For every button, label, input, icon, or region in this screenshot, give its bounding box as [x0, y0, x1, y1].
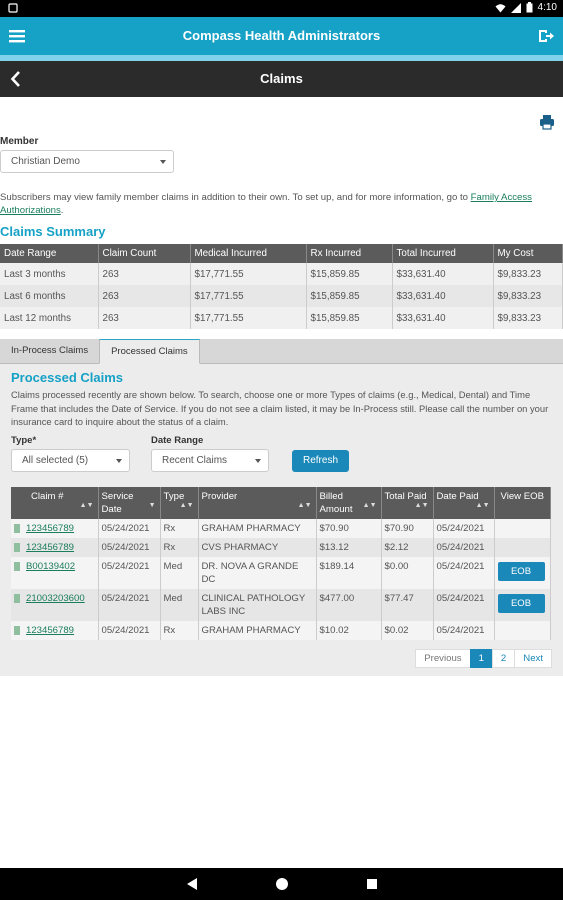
battery-icon — [526, 2, 533, 13]
column-header-claim[interactable]: Claim # ▲▼ — [11, 487, 98, 519]
column-header-type[interactable]: Type ▲▼ — [160, 487, 198, 519]
column-header-view-eob: View EOB — [494, 487, 551, 519]
family-access-link[interactable]: Family Access Authorizations — [0, 192, 532, 216]
table-row: 21003203600 05/24/2021 Med CLINICAL PATHOLOGY LABS INC $477.00 $77.47 05/24/2021 EOB — [11, 589, 551, 621]
table-row: 123456789 05/24/2021 Rx GRAHAM PHARMACY $10.02 $0.02 05/24/2021 — [11, 621, 551, 640]
tab-processed-claims[interactable]: Processed Claims — [99, 339, 200, 364]
column-header-service-date[interactable]: Service Date ▼ — [98, 487, 160, 519]
processed-claims-panel — [0, 364, 563, 668]
date-range-label: Date Range — [151, 434, 204, 446]
claim-link[interactable]: 123456789 — [26, 522, 75, 534]
pagination-previous[interactable]: Previous — [415, 649, 470, 668]
page-title: Claims — [260, 71, 303, 86]
filters — [11, 435, 552, 478]
app-bar — [0, 17, 563, 55]
signal-icon — [511, 3, 521, 13]
column-header-provider[interactable]: Provider ▲▼ — [198, 487, 316, 519]
wifi-icon — [495, 3, 506, 13]
chevron-left-icon[interactable] — [10, 71, 22, 87]
member-label: Member — [0, 136, 39, 147]
eob-button[interactable]: EOB — [498, 562, 545, 581]
document-icon — [14, 562, 20, 571]
table-row: 123456789 05/24/2021 Rx CVS PHARMACY $13.12 $2.12 05/24/2021 — [11, 538, 551, 557]
type-label: Type* — [11, 434, 37, 446]
type-select[interactable] — [11, 449, 130, 472]
column-header-total-paid[interactable]: Total Paid ▲▼ — [381, 487, 433, 519]
processed-claims-description: Claims processed recently are shown below. To search, choose one or more Types of claims (e.g., Medical, Dental) and Time Frame that includes the Date of Service. If you do not see a claim listed, it may be In-Process still. Please call the number on your insurance card to inquire about the status of a claim. — [11, 389, 549, 428]
sort-icon: ▲▼ — [475, 501, 490, 509]
date-range-select[interactable] — [151, 449, 269, 472]
column-header: Date Range — [0, 244, 98, 263]
home-circle-icon[interactable] — [275, 877, 289, 891]
title-bar — [0, 61, 563, 97]
column-header: Claim Count — [98, 244, 190, 263]
logout-icon[interactable] — [537, 27, 555, 45]
status-bar — [0, 0, 563, 17]
printer-icon[interactable] — [539, 114, 555, 130]
system-nav-bar — [0, 868, 563, 900]
sort-icon: ▲▼ — [79, 501, 94, 509]
table-row: 123456789 05/24/2021 Rx GRAHAM PHARMACY $70.90 $70.90 05/24/2021 — [11, 519, 551, 538]
column-header-date-paid[interactable]: Date Paid ▲▼ — [433, 487, 494, 519]
column-header: Rx Incurred — [306, 244, 392, 263]
column-header: Medical Incurred — [190, 244, 306, 263]
family-access-note: Subscribers may view family member claims in addition to their own. To set up, and for more information, go to Family Access Authorizations. — [0, 192, 532, 216]
clock: 4:10 — [537, 2, 557, 13]
sort-icon: ▲▼ — [414, 501, 429, 509]
claim-link[interactable]: 123456789 — [26, 624, 75, 636]
caret-down-icon — [160, 160, 166, 164]
column-header: My Cost — [493, 244, 563, 263]
document-icon — [14, 524, 20, 533]
table-row: B00139402 05/24/2021 Med DR. NOVA A GRANDE DC $189.14 $0.00 05/24/2021 EOB — [11, 557, 551, 589]
claim-link[interactable]: B00139402 — [26, 560, 76, 572]
document-icon — [14, 626, 20, 635]
member-select[interactable] — [0, 150, 174, 173]
caret-down-icon — [255, 459, 261, 463]
claim-link[interactable]: 123456789 — [26, 541, 75, 553]
main-content — [0, 97, 563, 676]
document-icon — [14, 543, 20, 552]
document-icon — [14, 594, 20, 603]
tab-bar — [0, 339, 563, 364]
hamburger-menu-icon[interactable] — [8, 27, 26, 45]
pagination-page-2[interactable]: 2 — [492, 649, 515, 668]
tab-in-process-claims[interactable]: In-Process Claims — [11, 345, 89, 356]
column-header-billed-amount[interactable]: Billed Amount ▲▼ — [316, 487, 381, 519]
processed-claims-table — [11, 487, 551, 640]
pagination-page-1[interactable]: 1 — [470, 649, 493, 668]
refresh-button[interactable]: Refresh — [292, 450, 349, 472]
member-select-value: Christian Demo — [11, 156, 80, 167]
eob-button[interactable]: EOB — [498, 594, 545, 613]
claims-summary-table — [0, 244, 563, 329]
claims-tabs-section — [0, 339, 563, 676]
date-range-select-value: Recent Claims — [162, 454, 228, 466]
notification-icon — [8, 3, 18, 13]
back-triangle-icon[interactable] — [186, 877, 198, 891]
sort-icon: ▲▼ — [297, 501, 312, 509]
sort-down-icon: ▼ — [148, 501, 156, 509]
table-row: Last 6 months 263 $17,771.55 $15,859.85 $33,631.40 $9,833.23 — [0, 285, 563, 307]
pagination-next[interactable]: Next — [514, 649, 552, 668]
app-title: Compass Health Administrators — [182, 28, 381, 43]
claims-summary-heading: Claims Summary — [0, 224, 106, 239]
processed-claims-heading: Processed Claims — [11, 370, 124, 385]
recents-square-icon[interactable] — [366, 877, 378, 891]
table-row: Last 12 months 263 $17,771.55 $15,859.85 $33,631.40 $9,833.23 — [0, 307, 563, 329]
table-row: Last 3 months 263 $17,771.55 $15,859.85 $33,631.40 $9,833.23 — [0, 263, 563, 285]
claim-link[interactable]: 21003203600 — [26, 592, 85, 604]
caret-down-icon — [116, 459, 122, 463]
sort-icon: ▲▼ — [362, 501, 377, 509]
pagination — [11, 649, 552, 668]
column-header: Total Incurred — [392, 244, 493, 263]
sort-icon: ▲▼ — [179, 501, 194, 509]
type-select-value: All selected (5) — [22, 454, 89, 466]
